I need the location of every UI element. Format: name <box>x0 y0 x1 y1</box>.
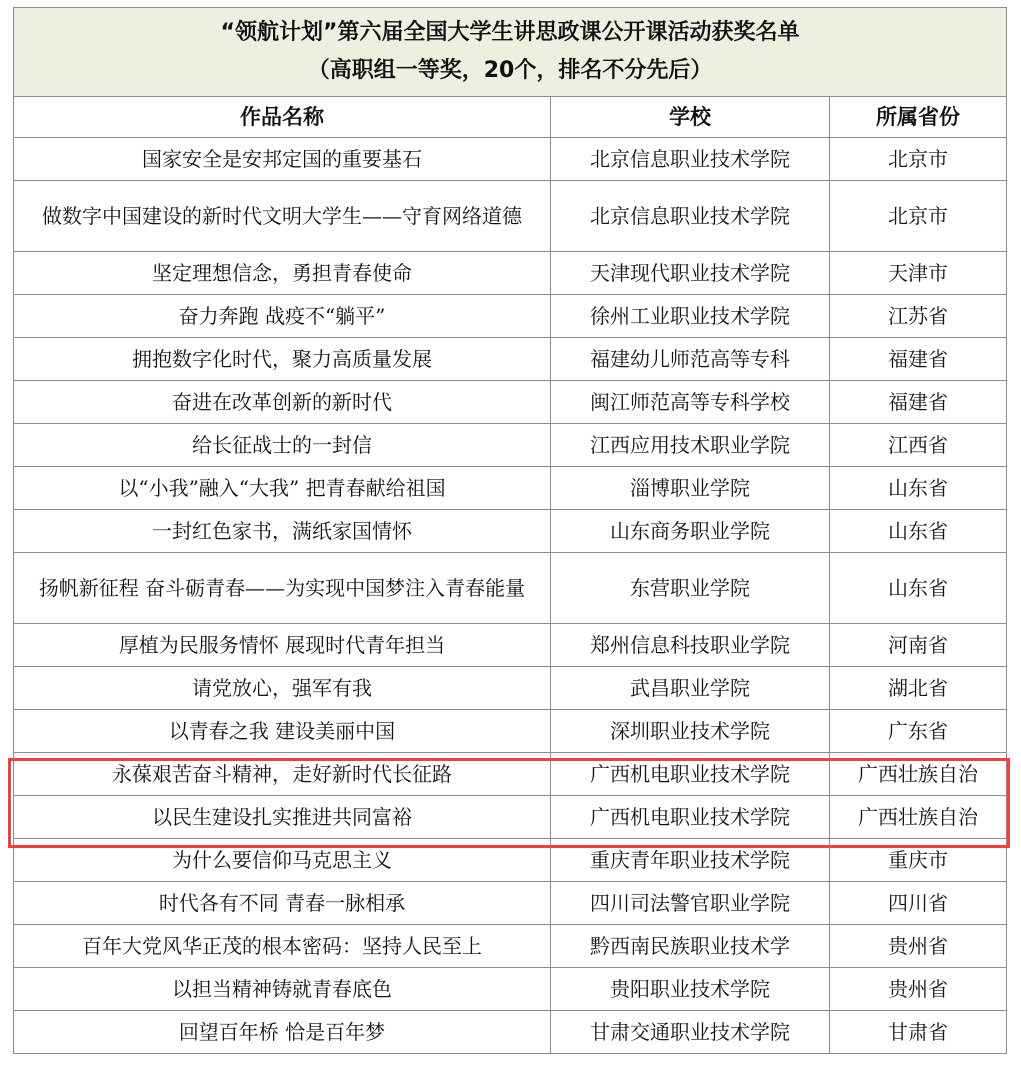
school-cell: 徐州工业职业技术学院 <box>551 295 830 338</box>
work-cell: 一封红色家书，满纸家国情怀 <box>14 510 551 553</box>
school-cell: 天津现代职业技术学院 <box>551 252 830 295</box>
school-cell: 广西机电职业技术学院 <box>551 796 830 839</box>
school-cell: 北京信息职业技术学院 <box>551 181 830 252</box>
work-cell: 奋进在改革创新的新时代 <box>14 381 551 424</box>
work-cell: 以担当精神铸就青春底色 <box>14 968 551 1011</box>
school-cell: 贵阳职业技术学院 <box>551 968 830 1011</box>
table-row <box>14 968 1007 1011</box>
province-cell: 广西壮族自治 <box>830 796 1007 839</box>
table-row <box>14 753 1007 796</box>
table-row <box>14 882 1007 925</box>
school-cell: 福建幼儿师范高等专科 <box>551 338 830 381</box>
province-cell: 江西省 <box>830 424 1007 467</box>
table-row <box>14 510 1007 553</box>
school-cell: 广西机电职业技术学院 <box>551 753 830 796</box>
table-row <box>14 839 1007 882</box>
school-cell: 北京信息职业技术学院 <box>551 138 830 181</box>
work-cell: 时代各有不同 青春一脉相承 <box>14 882 551 925</box>
table-row <box>14 338 1007 381</box>
province-cell: 广东省 <box>830 710 1007 753</box>
province-cell: 北京市 <box>830 181 1007 252</box>
award-list <box>13 7 1006 1054</box>
work-cell: 百年大党风华正茂的根本密码：坚持人民至上 <box>14 925 551 968</box>
header-school: 学校 <box>551 97 830 138</box>
province-cell: 北京市 <box>830 138 1007 181</box>
province-cell: 贵州省 <box>830 925 1007 968</box>
work-cell: 回望百年桥 恰是百年梦 <box>14 1011 551 1054</box>
work-cell: 以“小我”融入“大我” 把青春献给祖国 <box>14 467 551 510</box>
province-cell: 山东省 <box>830 510 1007 553</box>
province-cell: 江苏省 <box>830 295 1007 338</box>
title-line-1: “领航计划”第六届全国大学生讲思政课公开课活动获奖名单 <box>220 20 800 45</box>
work-cell: 为什么要信仰马克思主义 <box>14 839 551 882</box>
work-cell: 请党放心，强军有我 <box>14 667 551 710</box>
work-cell: 永葆艰苦奋斗精神，走好新时代长征路 <box>14 753 551 796</box>
table-row <box>14 295 1007 338</box>
province-cell: 山东省 <box>830 553 1007 624</box>
table-row <box>14 381 1007 424</box>
school-cell: 甘肃交通职业技术学院 <box>551 1011 830 1054</box>
school-cell: 郑州信息科技职业学院 <box>551 624 830 667</box>
school-cell: 闽江师范高等专科学校 <box>551 381 830 424</box>
header-work: 作品名称 <box>14 97 551 138</box>
table-row <box>14 624 1007 667</box>
work-cell: 厚植为民服务情怀 展现时代青年担当 <box>14 624 551 667</box>
table-row <box>14 252 1007 295</box>
school-cell: 武昌职业学院 <box>551 667 830 710</box>
school-cell: 黔西南民族职业技术学 <box>551 925 830 968</box>
header-row <box>14 97 1007 138</box>
work-cell: 拥抱数字化时代，聚力高质量发展 <box>14 338 551 381</box>
work-cell: 做数字中国建设的新时代文明大学生——守育网络道德 <box>14 181 551 252</box>
province-cell: 天津市 <box>830 252 1007 295</box>
title-line-2: （高职组一等奖，20个，排名不分先后） <box>307 58 713 83</box>
table-row <box>14 467 1007 510</box>
school-cell: 山东商务职业学院 <box>551 510 830 553</box>
province-cell: 四川省 <box>830 882 1007 925</box>
school-cell: 东营职业学院 <box>551 553 830 624</box>
work-cell: 给长征战士的一封信 <box>14 424 551 467</box>
school-cell: 江西应用技术职业学院 <box>551 424 830 467</box>
school-cell: 四川司法警官职业学院 <box>551 882 830 925</box>
table-row <box>14 138 1007 181</box>
table-row <box>14 796 1007 839</box>
school-cell: 深圳职业技术学院 <box>551 710 830 753</box>
province-cell: 重庆市 <box>830 839 1007 882</box>
province-cell: 甘肃省 <box>830 1011 1007 1054</box>
table-row <box>14 925 1007 968</box>
school-cell: 淄博职业学院 <box>551 467 830 510</box>
province-cell: 广西壮族自治 <box>830 753 1007 796</box>
table-row <box>14 181 1007 252</box>
province-cell: 湖北省 <box>830 667 1007 710</box>
award-table <box>13 7 1007 1054</box>
table-row <box>14 553 1007 624</box>
table-row <box>14 424 1007 467</box>
work-cell: 以青春之我 建设美丽中国 <box>14 710 551 753</box>
province-cell: 河南省 <box>830 624 1007 667</box>
table-row <box>14 667 1007 710</box>
work-cell: 国家安全是安邦定国的重要基石 <box>14 138 551 181</box>
header-province: 所属省份 <box>830 97 1007 138</box>
work-cell: 以民生建设扎实推进共同富裕 <box>14 796 551 839</box>
school-cell: 重庆青年职业技术学院 <box>551 839 830 882</box>
province-cell: 贵州省 <box>830 968 1007 1011</box>
province-cell: 山东省 <box>830 467 1007 510</box>
work-cell: 坚定理想信念，勇担青春使命 <box>14 252 551 295</box>
province-cell: 福建省 <box>830 381 1007 424</box>
province-cell: 福建省 <box>830 338 1007 381</box>
table-row <box>14 1011 1007 1054</box>
table-row <box>14 710 1007 753</box>
work-cell: 扬帆新征程 奋斗砺青春——为实现中国梦注入青春能量 <box>14 553 551 624</box>
table-title <box>14 8 1007 97</box>
work-cell: 奋力奔跑 战疫不“躺平” <box>14 295 551 338</box>
